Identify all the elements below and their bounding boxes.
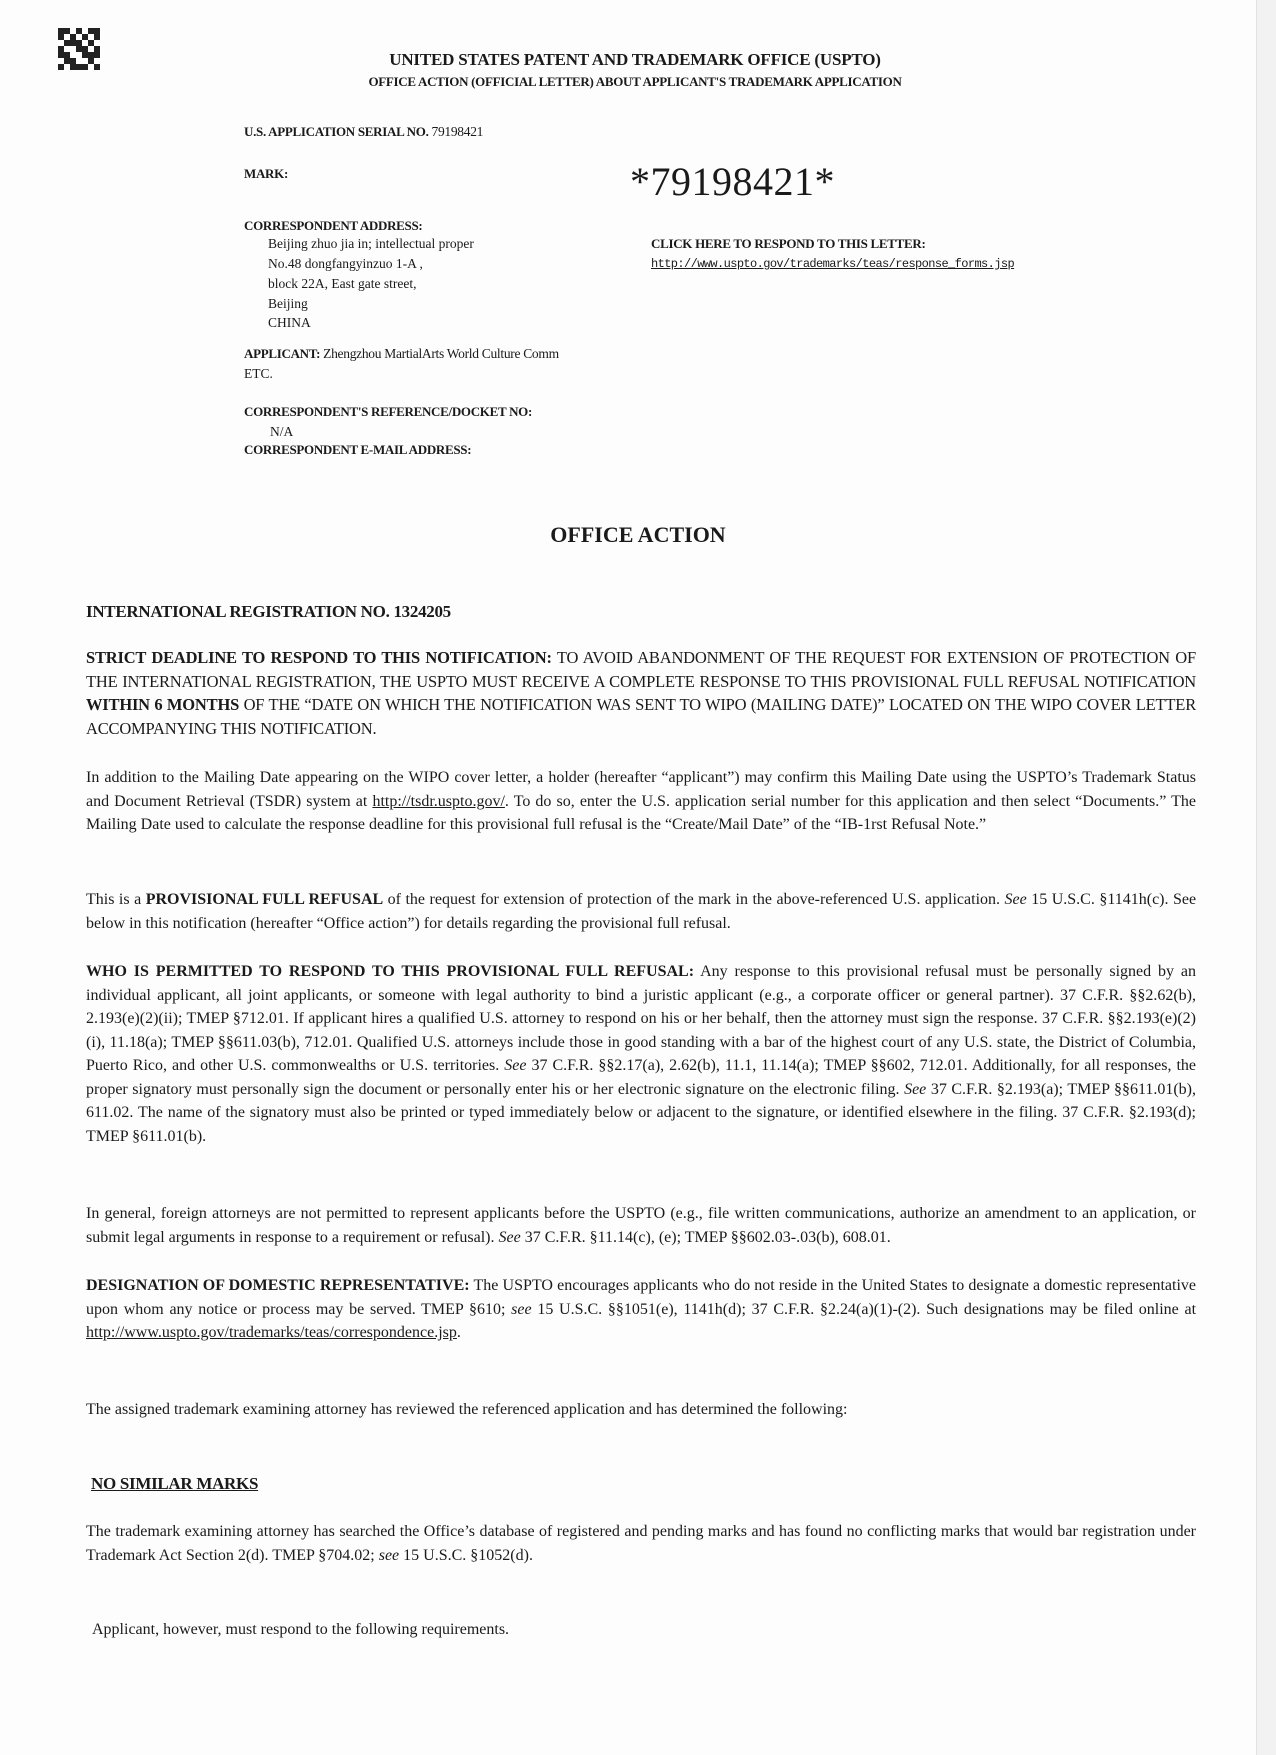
respond-label: CLICK HERE TO RESPOND TO THIS LETTER:	[651, 236, 926, 251]
permitted-heading: WHO IS PERMITTED TO RESPOND TO THIS PROVISIONAL FULL REFUSAL:	[86, 963, 695, 980]
docket-label: CORRESPONDENT'S REFERENCE/DOCKET NO:	[244, 404, 533, 419]
email-label: CORRESPONDENT E-MAIL ADDRESS:	[244, 442, 472, 457]
address-line: block 22A, East gate street,	[268, 276, 417, 291]
letter-subtitle: OFFICE ACTION (OFFICIAL LETTER) ABOUT APPLICANT'S TRADEMARK APPLICATION	[368, 74, 902, 89]
no-similar-marks-paragraph: The trademark examining attorney has searched the Office’s database of registered and pending marks and has found no conflicting marks that would bar registration under Trademark Act Section 2(d). TMEP §704.02; see 15 U.S.C. §1052(d).	[86, 1523, 1196, 1564]
mark-label: MARK:	[244, 166, 288, 181]
page-edge	[1256, 0, 1276, 1755]
domestic-heading: DESIGNATION OF DOMESTIC REPRESENTATIVE:	[86, 1277, 470, 1294]
correspondent-address-label: CORRESPONDENT ADDRESS:	[244, 218, 423, 233]
document-title: OFFICE ACTION	[550, 522, 726, 547]
applicant-label: APPLICANT: Zhengzhou MartialArts World Culture Comm	[244, 346, 559, 361]
domestic-representative-paragraph: DESIGNATION OF DOMESTIC REPRESENTATIVE: The USPTO encourages applicants who do not reside in the United States to designate a domestic representative upon whom any notice or process may be served. TMEP §610; see 15 U.S.C. §§1051(e), 1141h(d); 37 C.F.R. §2.24(a)(1)-(2). Such designations may be filed online at http://www.uspto.gov/trademarks/teas/correspondence.jsp.	[86, 1277, 1197, 1341]
serial-label: U.S. APPLICATION SERIAL NO. 79198421	[244, 124, 484, 139]
assigned-attorney-paragraph: The assigned trademark examining attorney has reviewed the referenced application and has determined the following:	[86, 1401, 848, 1418]
respond-link[interactable]: http://www.uspto.gov/trademarks/teas/response_forms.jsp	[651, 257, 1015, 271]
serial-barcode-text: *79198421*	[630, 159, 835, 204]
deadline-heading: STRICT DEADLINE TO RESPOND TO THIS NOTIFICATION:	[86, 648, 552, 667]
no-similar-marks-heading: NO SIMILAR MARKS	[91, 1474, 259, 1493]
applicant-value: Zhengzhou MartialArts World Culture Comm	[323, 346, 559, 361]
applicant-value-cont: ETC.	[244, 366, 273, 381]
docket-value: N/A	[270, 424, 294, 439]
requirements-paragraph: Applicant, however, must respond to the following requirements.	[92, 1621, 510, 1638]
tsdr-link[interactable]: http://tsdr.uspto.gov/	[372, 792, 505, 810]
serial-value: 79198421	[431, 124, 484, 139]
foreign-attorney-paragraph: In general, foreign attorneys are not permitted to represent applicants before the USPTO (e.g., file written communications, authorize an amendment to an application, or submit legal arguments in response to a requirement or refusal). See 37 C.F.R. §11.14(c), (e); TMEP §§602.03-.03(b), 608.01.	[86, 1205, 1196, 1246]
refusal-paragraph: This is a PROVISIONAL FULL REFUSAL of the request for extension of protection of the mark in the above-referenced U.S. application. See 15 U.S.C. §1141h(c). See below in this notification (hereafter “Office action”) for details regarding the provisional full refusal.	[86, 891, 1197, 932]
mailing-date-paragraph: In addition to the Mailing Date appearing on the WIPO cover letter, a holder (hereafter “applicant”) may confirm this Mailing Date using the USPTO’s Trademark Status and Document Retrieval (TSDR) system at http://tsdr.uspto.gov/. To do so, enter the U.S. application serial number for this application and then select “Documents.” The Mailing Date used to calculate the response deadline for this provisional full refusal is the “Create/Mail Date” of the “IB-1rst Refusal Note.”	[86, 769, 1197, 833]
deadline-paragraph: STRICT DEADLINE TO RESPOND TO THIS NOTIFICATION: TO AVOID ABANDONMENT OF THE REQUEST FOR EXTENSION OF PROTECTION OF THE INTERNATIONAL REGISTRATION, THE USPTO MUST RECEIVE A COMPLETE RESPONSE TO THIS PROVISIONAL FULL REFUSAL NOTIFICATION WITHIN 6 MONTHS OF THE “DATE ON WHICH THE NOTIFICATION WAS SENT TO WIPO (MAILING DATE)” LOCATED ON THE WIPO COVER LETTER ACCOMPANYING THIS NOTIFICATION.	[86, 648, 1196, 738]
permitted-paragraph: WHO IS PERMITTED TO RESPOND TO THIS PROVISIONAL FULL REFUSAL: Any response to this provisional refusal must be personally signed by an individual applicant, all joint applicants, or someone with legal authority to bind a juristic applicant (e.g., a corporate officer or general partner). 37 C.F.R. §§2.62(b), 2.193(e)(2)(ii); TMEP §712.01. If applicant hires a qualified U.S. attorney to respond on his or her behalf, then the attorney must sign the response. 37 C.F.R. §§2.193(e)(2)(i), 11.18(a); TMEP §§611.03(b), 712.01. Qualified U.S. attorneys include those in good standing with a bar of the highest court of any U.S. state, the District of Columbia, Puerto Rico, and other U.S. commonwealths or U.S. territories. See 37 C.F.R. §§2.17(a), 2.62(b), 11.1, 11.14(a); TMEP §§602, 712.01. Additionally, for all responses, the proper signatory must personally sign the document or personally enter his or her electronic signature on the electronic filing. See 37 C.F.R. §2.193(a); TMEP §§611.01(b), 611.02. The name of the signatory must also be printed or typed immediately below or adjacent to the signature, or identified elsewhere in the filing. 37 C.F.R. §2.193(d); TMEP §611.01(b).	[86, 963, 1197, 1145]
address-line: Beijing	[268, 296, 308, 311]
intl-registration: INTERNATIONAL REGISTRATION NO. 1324205	[86, 602, 451, 621]
agency-title: UNITED STATES PATENT AND TRADEMARK OFFICE (USPTO)	[389, 50, 881, 69]
address-line: No.48 dongfangyinzuo 1-A ,	[268, 256, 423, 271]
address-line: Beijing zhuo jia in; intellectual proper	[268, 236, 474, 251]
correspondence-link[interactable]: http://www.uspto.gov/trademarks/teas/correspondence.jsp	[86, 1324, 457, 1341]
address-line: CHINA	[268, 315, 311, 330]
